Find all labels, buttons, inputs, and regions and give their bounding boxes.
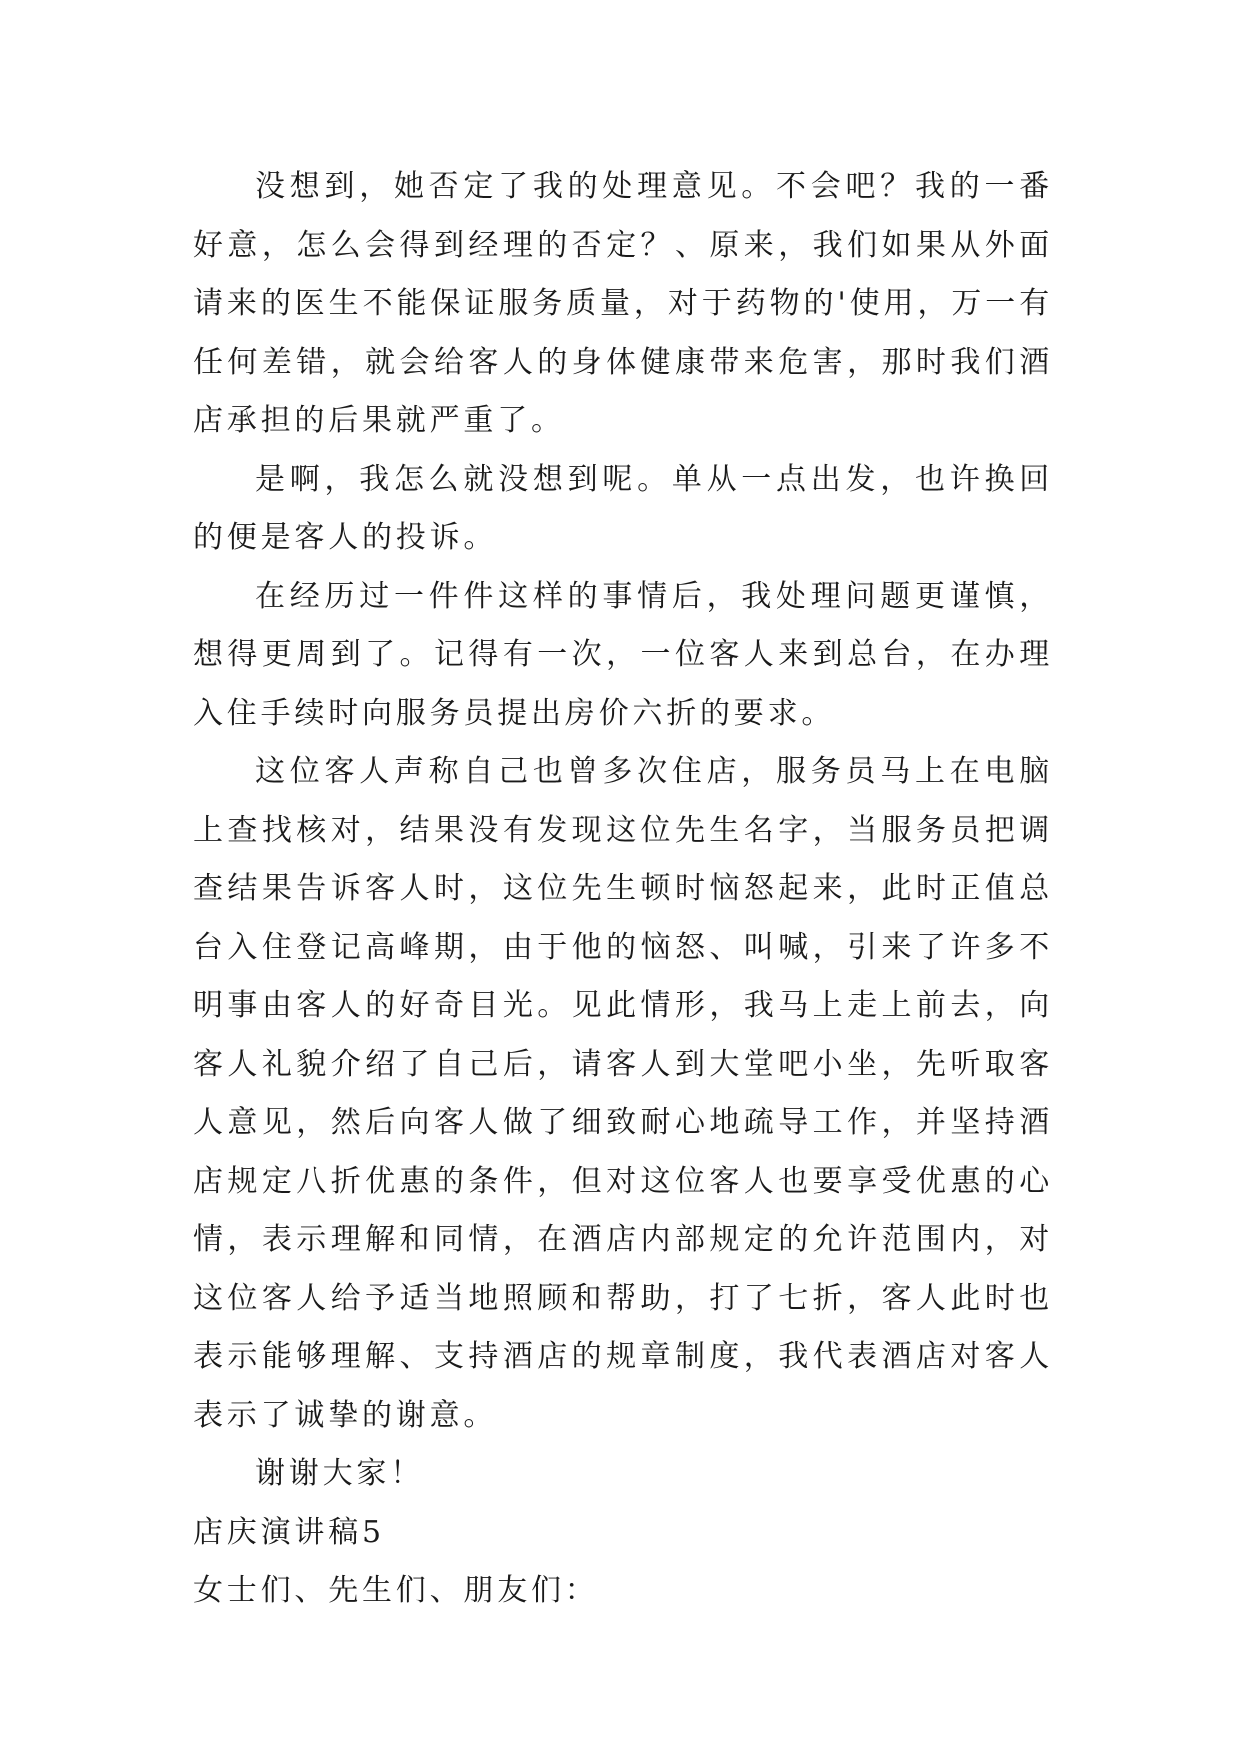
body-paragraph-2: 是啊，我怎么就没想到呢。单从一点出发，也许换回的便是客人的投诉。 <box>193 461 1053 555</box>
body-paragraph-3: 在经历过一件件这样的事情后，我处理问题更谨慎，想得更周到了。记得有一次，一位客人来到总台，在办理入住手续时向服务员提出房价六折的要求。 <box>193 578 1053 731</box>
document-body <box>193 158 1053 1621</box>
body-paragraph-1: 没想到，她否定了我的处理意见。不会吧？我的一番好意，怎么会得到经理的否定？、原来，我们如果从外面请来的医生不能保证服务质量，对于药物的'使用，万一有任何差错，就会给客人的身体健康带来危害，那时我们酒店承担的后果就严重了。 <box>193 169 1053 438</box>
salutation: 女士们、先生们、朋友们： <box>193 1573 599 1608</box>
section-title: 店庆演讲稿5 <box>193 1514 385 1550</box>
body-paragraph-4: 这位客人声称自己也曾多次住店，服务员马上在电脑上查找核对，结果没有发现这位先生名字，当服务员把调查结果告诉客人时，这位先生顿时恼怒起来，此时正值总台入住登记高峰期，由于他的恼怒、叫喊，引来了许多不明事由客人的好奇目光。见此情形，我马上走上前去，向客人礼貌介绍了自己后，请客人到大堂吧小坐，先听取客人意见，然后向客人做了细致耐心地疏导工作，并坚持酒店规定八折优惠的条件，但对这位客人也要享受优惠的心情，表示理解和同情，在酒店内部规定的允许范围内，对这位客人给予适当地照顾和帮助，打了七折，客人此时也表示能够理解、支持酒店的规章制度，我代表酒店对客人表示了诚挚的谢意。 <box>193 754 1053 1433</box>
closing-thanks: 谢谢大家！ <box>255 1456 424 1491</box>
